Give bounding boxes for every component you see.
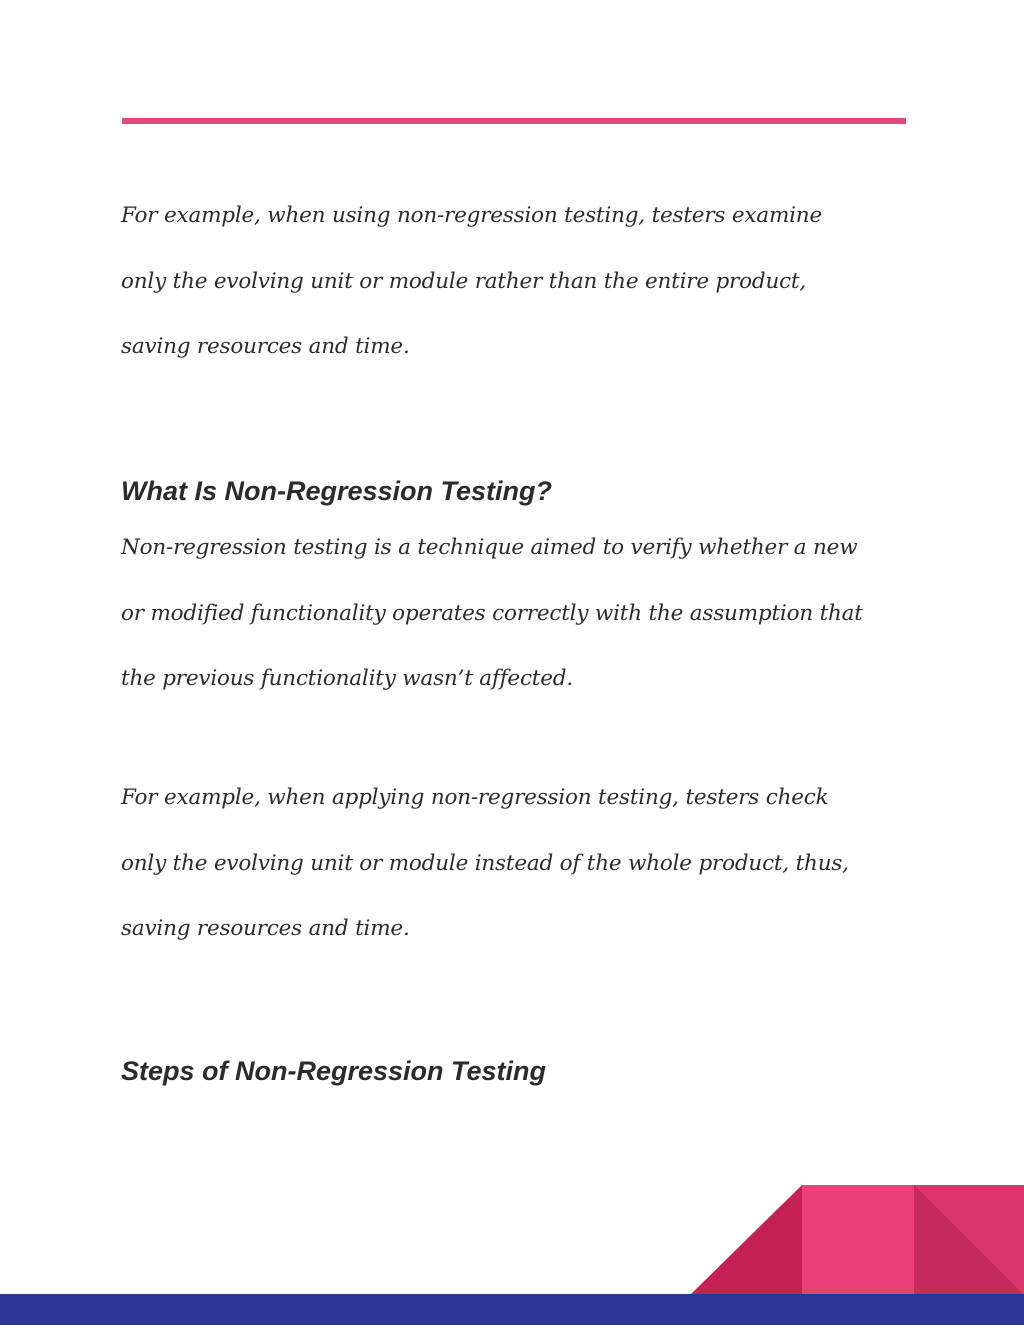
deco-mid-block xyxy=(802,1185,914,1295)
corner-decoration xyxy=(690,1185,1024,1295)
definition-paragraph xyxy=(121,515,921,712)
top-accent-rule xyxy=(122,118,906,124)
paragraph-line: or modified functionality operates correctly with the assumption that xyxy=(121,600,863,626)
second-example-paragraph xyxy=(121,765,921,962)
paragraph-line: saving resources and time. xyxy=(121,916,410,941)
paragraph-line: only the evolving unit or module rather than the entire product, xyxy=(121,268,807,294)
paragraph-line: For example, when using non-regression testing, testers examine xyxy=(121,203,822,228)
paragraph-line: Non-regression testing is a technique aimed to verify whether a new xyxy=(121,535,858,560)
steps-heading: Steps of Non-Regression Testing xyxy=(121,1056,547,1086)
paragraph-line: only the evolving unit or module instead of the whole product, thus, xyxy=(121,850,849,876)
what-is-heading: What Is Non-Regression Testing? xyxy=(121,476,553,506)
paragraph-line: saving resources and time. xyxy=(121,334,410,359)
footer-bar xyxy=(0,1294,1024,1325)
paragraph-line: the previous functionality wasn’t affected. xyxy=(121,666,573,691)
intro-example-paragraph xyxy=(121,183,921,380)
paragraph-line: For example, when applying non-regression testing, testers check xyxy=(121,785,829,810)
deco-dark-triangle xyxy=(690,1185,802,1295)
